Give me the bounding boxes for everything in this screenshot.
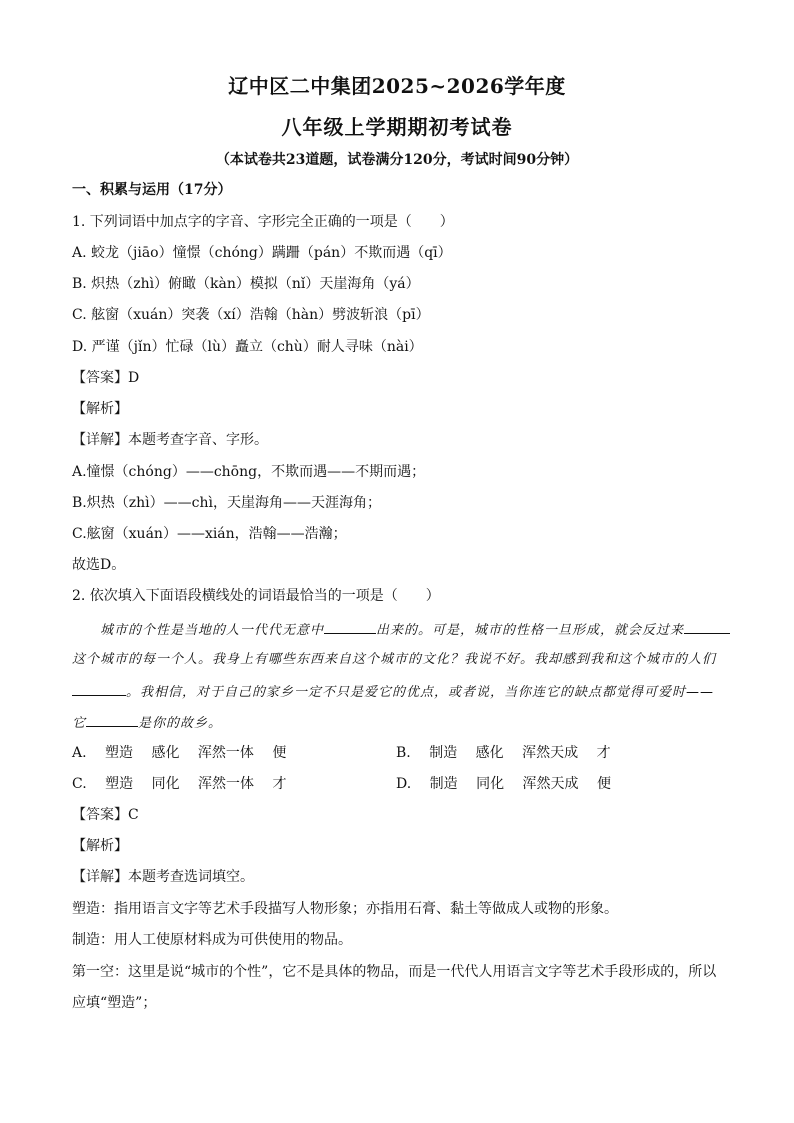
option-word: 浑然天成 bbox=[522, 776, 579, 792]
option-letter: D. bbox=[396, 776, 412, 792]
q2-note-first-blank: 第一空：这里是说“城市的个性”，它不是具体的物品，而是一代代人用语言文字等艺术手段形成的，所以 bbox=[72, 964, 717, 980]
option-word: 感化 bbox=[475, 745, 504, 761]
fill-blank-4 bbox=[86, 712, 138, 727]
option-word: 便 bbox=[597, 776, 611, 792]
q1-stem: 1. 下列词语中加点字的字音、字形完全正确的一项是（ ） bbox=[72, 214, 454, 230]
detail-tag: 【详解】 bbox=[72, 432, 128, 448]
q2-stem: 2. 依次填入下面语段横线处的词语最恰当的一项是（ ） bbox=[72, 588, 440, 604]
q1-answer bbox=[72, 368, 139, 388]
option-word: 才 bbox=[596, 745, 611, 761]
q2-passage-line-3 bbox=[72, 681, 714, 703]
q1-option-c: C. 舷窗（xuán）突袭（xí）浩翰（hàn）劈波斩浪（pī） bbox=[72, 307, 430, 323]
q1-conclusion: 故选D。 bbox=[72, 557, 126, 573]
q2-passage-line-2: 这个城市的每一个人。我身上有哪些东西来自这个城市的文化？我说不好。我却感到我和这个城市的人们 bbox=[72, 652, 717, 667]
passage-text: 出来的。可是，城市的性格一旦形成，就会反过来 bbox=[376, 623, 685, 638]
exam-instructions: （本试卷共23道题，试卷满分120分，考试时间90分钟） bbox=[215, 152, 579, 168]
option-word: 同化 bbox=[476, 776, 505, 792]
q2-detail bbox=[72, 867, 254, 887]
exam-subtitle-title: 八年级上学期期初考试卷 bbox=[281, 115, 513, 139]
q2-note-zhizao: 制造：用人工使原材料成为可供使用的物品。 bbox=[72, 932, 352, 948]
q1-option-d: D. 严谨（jǐn）忙碌（lù）矗立（chù）耐人寻味（nài） bbox=[72, 339, 423, 355]
option-word: 感化 bbox=[151, 745, 180, 761]
option-word: 浑然一体 bbox=[198, 776, 255, 792]
q2-note-suzao: 塑造：指用语言文字等艺术手段描写人物形象；亦指用石膏、黏土等做成人或物的形象。 bbox=[72, 901, 618, 917]
exam-title: 辽中区二中集团2025~2026学年度 bbox=[228, 74, 566, 98]
option-word: 塑造 bbox=[105, 776, 134, 792]
q2-option-d bbox=[396, 774, 625, 794]
q1-analysis-tag: 【解析】 bbox=[72, 401, 128, 417]
option-word: 制造 bbox=[429, 745, 458, 761]
q2-answer bbox=[72, 805, 139, 825]
option-word: 浑然一体 bbox=[197, 745, 254, 761]
q1-option-a: A. 蛟龙（jiāo）憧憬（chóng）蹒跚（pán）不欺而遇（qī） bbox=[72, 245, 452, 261]
q1-option-b: B. 炽热（zhì）俯瞰（kàn）模拟（nǐ）天崖海角（yá） bbox=[72, 276, 420, 292]
fill-blank-2 bbox=[684, 619, 730, 634]
fill-blank-3 bbox=[72, 681, 126, 696]
passage-text: 是你的故乡。 bbox=[138, 716, 223, 731]
option-letter: B. bbox=[396, 745, 411, 761]
detail-text: 本题考查选词填空。 bbox=[128, 869, 254, 885]
q1-note-b: B.炽热（zhì）——chì，天崖海角——天涯海角； bbox=[72, 495, 381, 511]
q2-option-c bbox=[72, 774, 300, 794]
option-letter: C. bbox=[72, 776, 87, 792]
q1-note-c: C.舷窗（xuán）——xián，浩翰——浩瀚； bbox=[72, 526, 347, 542]
q2-passage-line-4 bbox=[72, 712, 222, 734]
q2-note-first-blank-cont: 应填“塑造”； bbox=[72, 995, 157, 1011]
option-word: 便 bbox=[272, 745, 287, 761]
answer-value: D bbox=[128, 370, 140, 386]
option-word: 才 bbox=[272, 776, 287, 792]
option-letter: A. bbox=[72, 745, 87, 761]
q1-detail bbox=[72, 430, 268, 450]
q2-analysis-tag: 【解析】 bbox=[72, 838, 128, 854]
detail-tag: 【详解】 bbox=[72, 869, 128, 885]
option-word: 塑造 bbox=[105, 745, 134, 761]
q2-option-b bbox=[396, 743, 625, 763]
passage-text: 城市的个性是当地的人一代代无意中 bbox=[100, 623, 325, 638]
section-heading: 一、积累与运用（17分） bbox=[72, 182, 232, 198]
answer-value: C bbox=[128, 807, 139, 823]
passage-text: 。我相信，对于自己的家乡一定不只是爱它的优点，或者说，当你连它的缺点都觉得可爱时—— bbox=[126, 685, 715, 700]
option-word: 浑然天成 bbox=[522, 745, 579, 761]
passage-text: 它 bbox=[72, 716, 87, 731]
q1-note-a: A.憧憬（chóng）——chōng，不欺而遇——不期而遇； bbox=[72, 464, 426, 480]
option-word: 同化 bbox=[151, 776, 180, 792]
answer-tag: 【答案】 bbox=[72, 370, 128, 386]
answer-tag: 【答案】 bbox=[72, 807, 128, 823]
q2-passage-line-1 bbox=[100, 619, 730, 641]
fill-blank-1 bbox=[324, 619, 376, 634]
q2-option-a bbox=[72, 743, 300, 763]
detail-text: 本题考查字音、字形。 bbox=[128, 432, 268, 448]
option-word: 制造 bbox=[429, 776, 458, 792]
